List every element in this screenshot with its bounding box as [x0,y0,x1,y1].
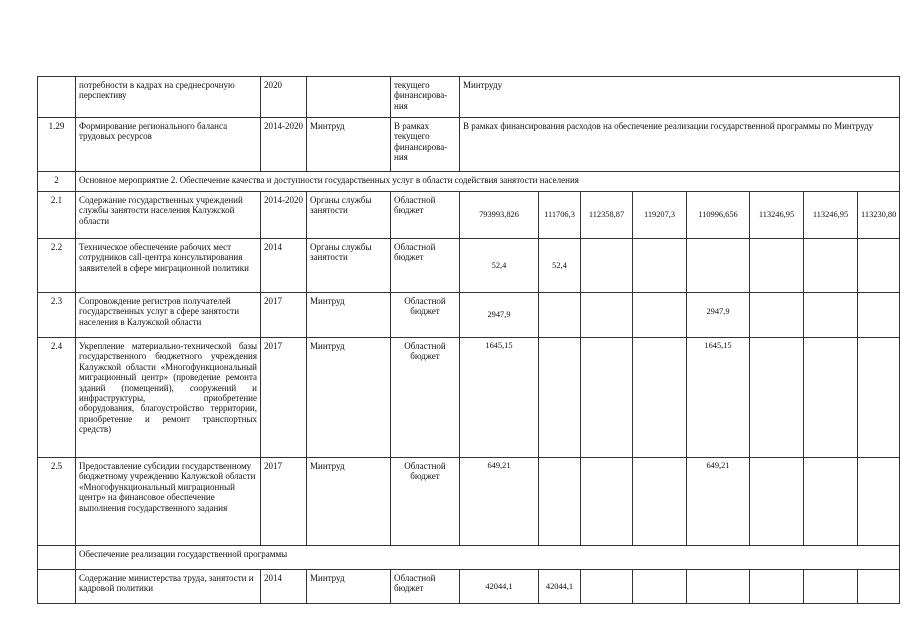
section-title: Обеспечение реализации государственной программы [76,546,900,570]
measure-executor: Минтруд [307,458,391,546]
funding-source: Областной бюджет [391,458,460,546]
table-row [38,458,900,546]
table-row [38,118,900,172]
funding-source: Областной бюджет [391,192,460,239]
funding-year-value: 1645,15 [687,338,750,458]
funding-year-value: 42044,1 [539,570,581,604]
measure-period: 2014-2020 [261,192,307,239]
funding-total: 649,21 [460,458,539,546]
measure-executor: Минтруд [307,118,391,172]
funding-note: Минтруду [460,77,900,118]
funding-source: В рамках текущего финансирова-ния [391,118,460,172]
funding-year-value: 113246,95 [750,192,804,239]
funding-year-value: 119207,3 [633,192,687,239]
funding-year-value: 113246,95 [804,192,858,239]
row-number: 2.1 [38,192,76,239]
table-row [38,172,900,192]
section-title: Основное мероприятие 2. Обеспечение качества и доступности государственных услуг в области содействия занятости населения [76,172,900,192]
funding-year-value: 112358,87 [581,192,633,239]
table-row [38,293,900,338]
program-measures-table [37,76,900,604]
funding-note: В рамках финансирования расходов на обеспечение реализации государственной программы по Минтруду [460,118,900,172]
table-row [38,77,900,118]
funding-year-value: 2947,9 [687,293,750,338]
measure-name: Содержание министерства труда, занятости и кадровой политики [76,570,261,604]
funding-source: Областной бюджет [391,239,460,293]
funding-total: 42044,1 [460,570,539,604]
table-row [38,570,900,604]
measure-executor: Минтруд [307,570,391,604]
measure-name: Содержание государственных учреждений службы занятости населения Калужской области [76,192,261,239]
row-number: 2.4 [38,338,76,458]
funding-year-value: 113230,80 [858,192,900,239]
row-number: 2 [38,172,76,192]
row-number: 1.29 [38,118,76,172]
funding-total: 1645,15 [460,338,539,458]
measure-period: 2017 [261,458,307,546]
measure-period: 2014 [261,570,307,604]
measure-name: Сопровождение регистров получателей государственных услуг в сфере занятости населения в Калужской области [76,293,261,338]
funding-year-value: 649,21 [687,458,750,546]
measure-executor: Органы службы занятости [307,192,391,239]
funding-year-value: 52,4 [539,239,581,293]
funding-total: 793993,826 [460,192,539,239]
measure-period: 2020 [261,77,307,118]
measure-name: потребности в кадрах на среднесрочную перспективу [76,77,261,118]
funding-source: текущего финансирова-ния [391,77,460,118]
funding-source: Областной бюджет [391,570,460,604]
funding-year-value: 110996,656 [687,192,750,239]
measure-name: Формирование регионального баланса трудовых ресурсов [76,118,261,172]
measure-executor: Минтруд [307,338,391,458]
funding-year-value: 111706,3 [539,192,581,239]
funding-total: 52,4 [460,239,539,293]
row-number: 2.5 [38,458,76,546]
measure-period: 2017 [261,338,307,458]
funding-total: 2947,9 [460,293,539,338]
measure-name: Укрепление материально-технической базы государственного бюджетного учреждения Калужской области «Многофункциональный миграционный центр» (проведение ремонта зданий (помещений), сооружений и инфраструктуры, приобретение оборудования, благоустройство территории, приобретение и ремонт транспортных средств) [76,338,261,458]
measure-executor: Органы службы занятости [307,239,391,293]
row-number: 2.3 [38,293,76,338]
measure-period: 2014-2020 [261,118,307,172]
measure-executor: Минтруд [307,293,391,338]
table-row [38,338,900,458]
funding-source: Областной бюджет [391,338,460,458]
funding-source: Областной бюджет [391,293,460,338]
measure-period: 2014 [261,239,307,293]
table-row [38,546,900,570]
table-row [38,192,900,239]
row-number: 2.2 [38,239,76,293]
measure-name: Техническое обеспечение рабочих мест сотрудников call-центра консультирования заявителей в сфере миграционной политики [76,239,261,293]
measure-name: Предоставление субсидии государственному бюджетному учреждению Калужской области «Многофункциональный миграционный центр» на финансовое обеспечение выполнения государственного задания [76,458,261,546]
measure-period: 2017 [261,293,307,338]
table-row [38,239,900,293]
